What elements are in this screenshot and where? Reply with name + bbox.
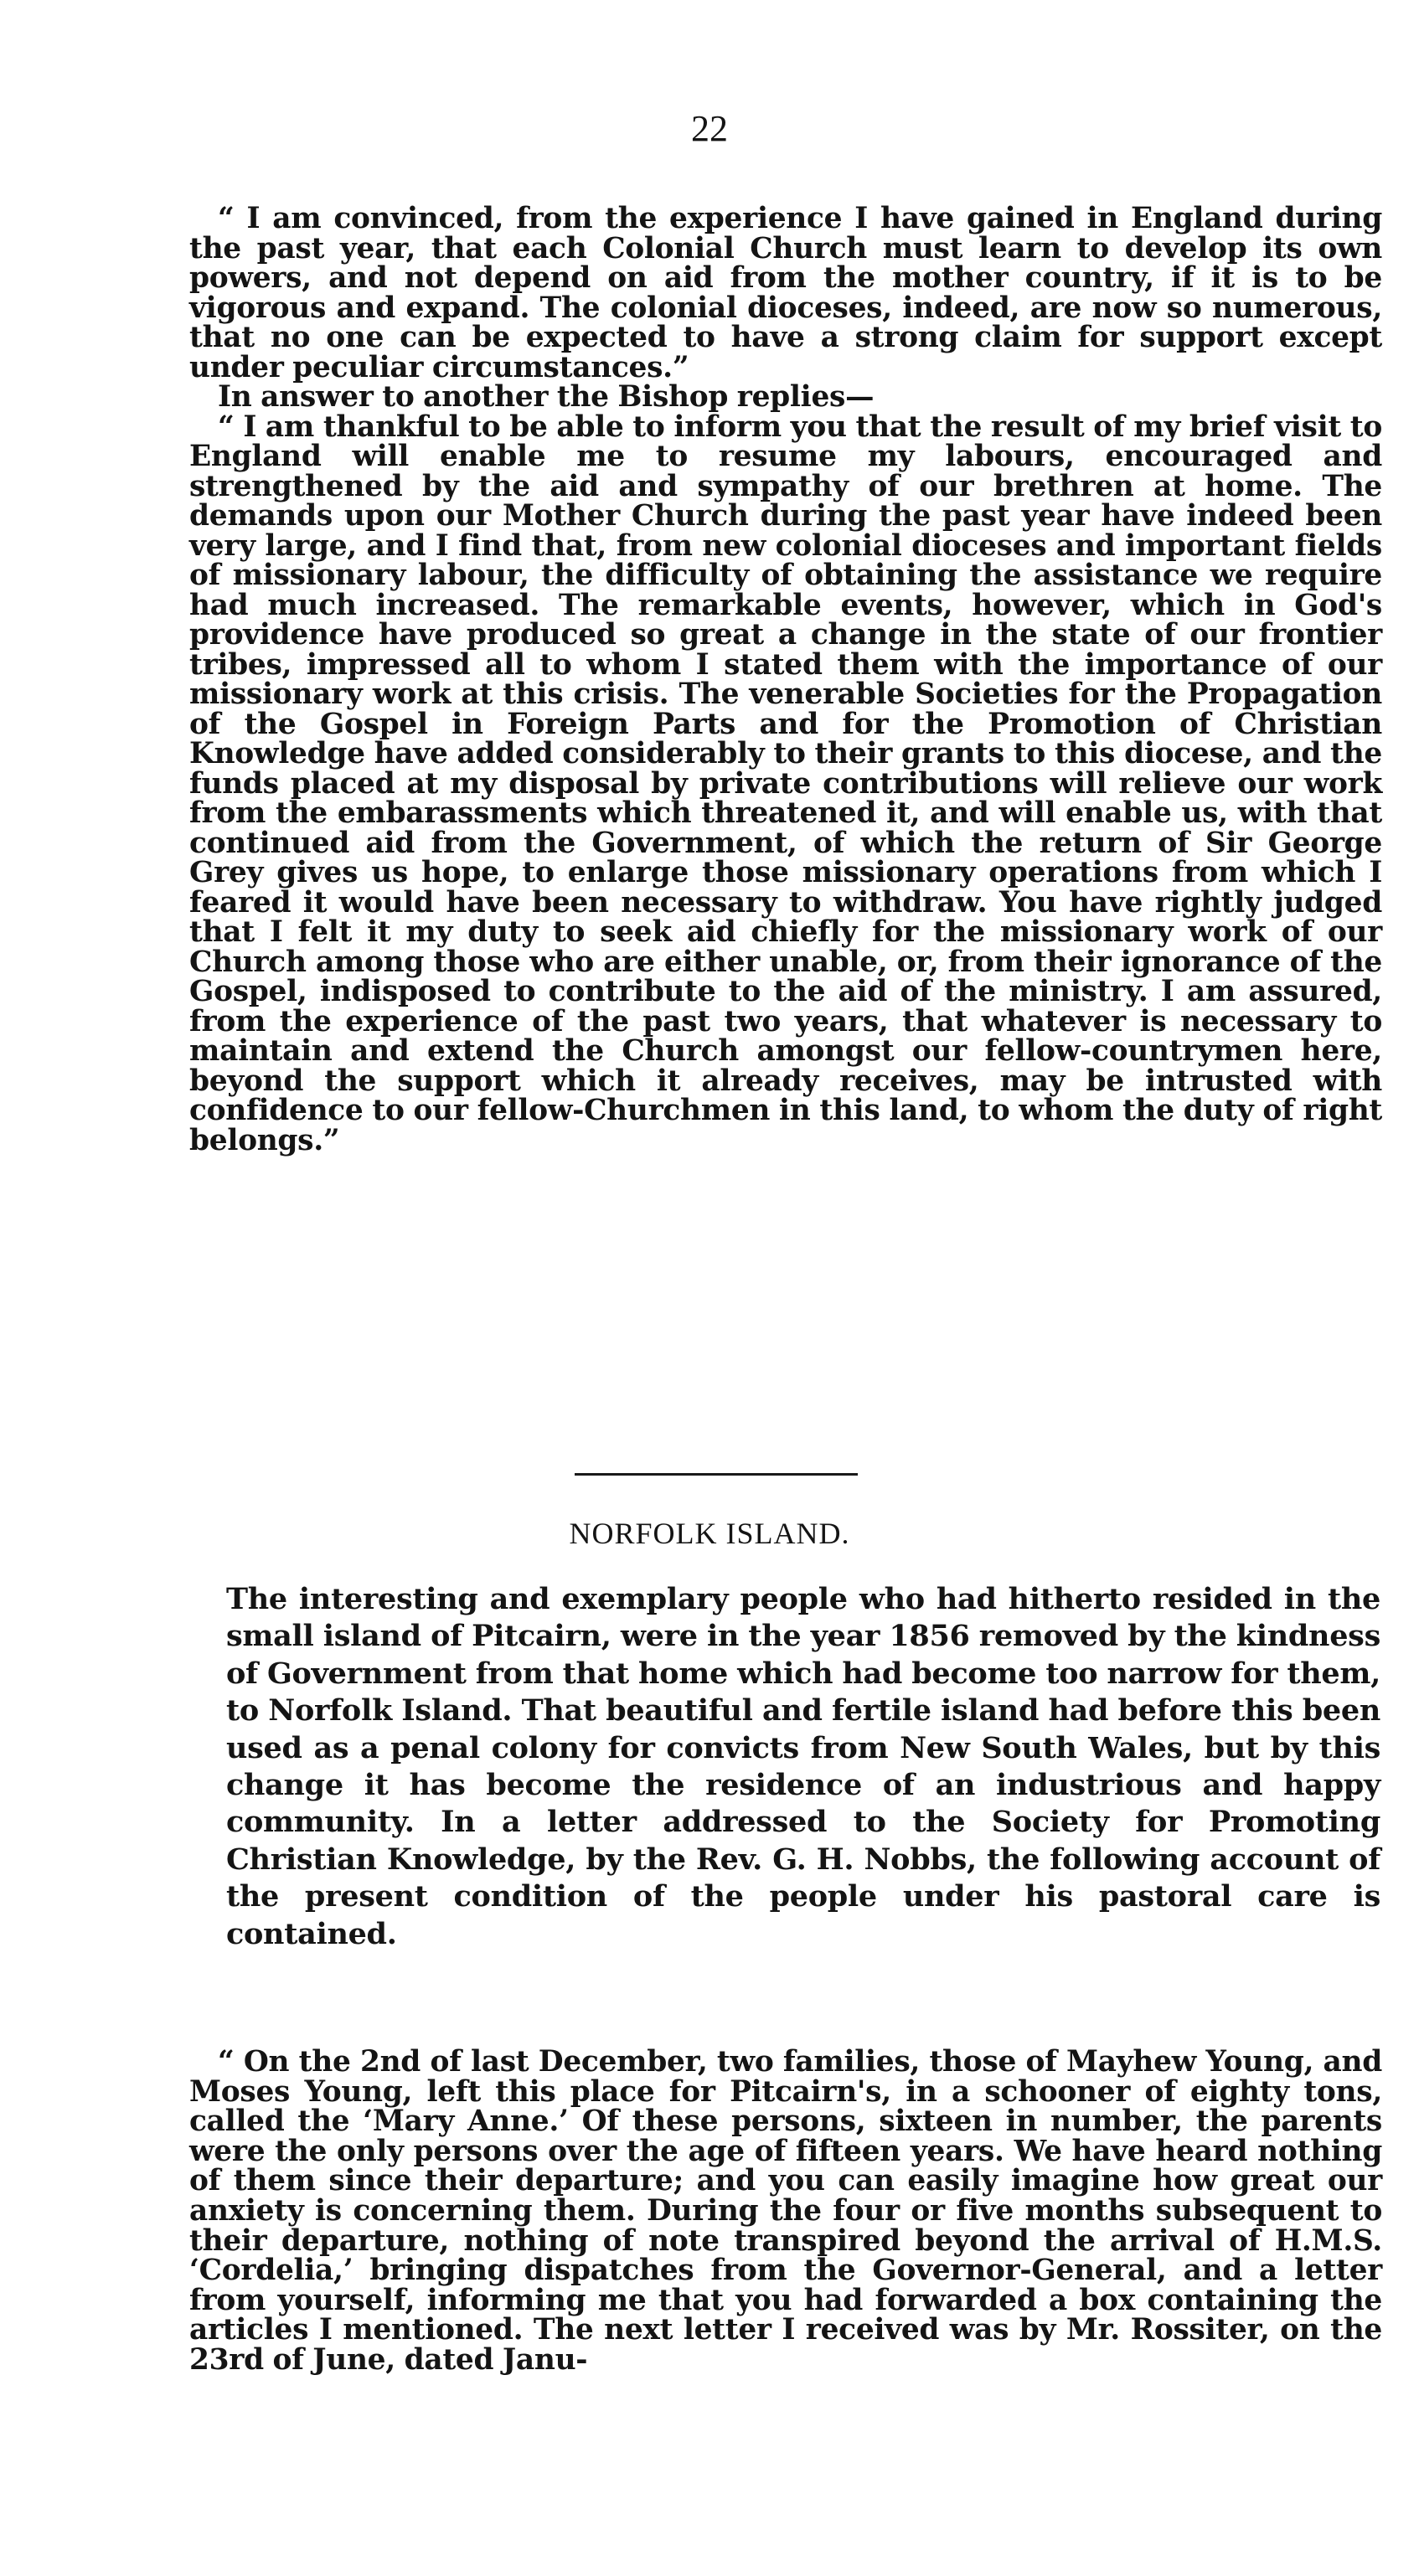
- quote-paragraph: “ I am convinced, from the experience I have gained in England during the past year, that each Colonial Church must learn to develop its own powers, and not depend on aid from the mother country, if it is to be vigorous and expand. The colonial dioceses, indeed, are now so numerous, that no one can be expected to have a strong claim for support except under peculiar circumstances.”: [189, 202, 1382, 384]
- section-intro: [226, 1581, 1380, 1953]
- letter-excerpt: [189, 2045, 1382, 2377]
- section-heading: NORFOLK ISLAND.: [569, 1517, 850, 1550]
- section-divider: [575, 1473, 858, 1476]
- page-number: 22: [691, 108, 728, 149]
- letter-paragraph: “ On the 2nd of last December, two families, those of Mayhew Young, and Moses Young, left this place for Pitcairn's, in a schooner of eighty tons, called the ‘Mary Anne.’ Of these persons, sixteen in number, the parents were the only persons over the age of fifteen years. We have heard nothing of them since their departure; and you can easily imagine how great our anxiety is concerning them. During the four or five months subsequent to their departure, nothing of note transpired beyond the arrival of H.M.S. ‘Cordelia,’ bringing dispatches from the Governor-General, and a letter from yourself, informing me that you had forwarded a box containing the articles I mentioned. The next letter I received was by Mr. Rossiter, on the 23rd of June, dated Janu-: [189, 2045, 1382, 2377]
- body-paragraph: The interesting and exemplary people who had hitherto resided in the small island of Pitcairn, were in the year 1856 removed by the kindness of Government from that home which had become too narrow for them, to Norfolk Island. That beautiful and fertile island had before this been used as a penal colony for convicts from New South Wales, but by this change it has become the residence of an industrious and happy community. In a letter addressed to the Society for Promoting Christian Knowledge, by the Rev. G. H. Nobbs, the following account of the present condition of the people under his pastoral care is contained.: [226, 1582, 1380, 1951]
- bishop-correspondence: [189, 204, 1382, 1156]
- quote-paragraph: “ I am thankful to be able to inform you that the result of my brief visit to England will enable me to resume my labours, encouraged and strengthened by the aid and sympathy of our brethren at home. The demands upon our Mother Church during the past year have indeed been very large, and I find that, from new colonial dioceses and important fields of missionary labour, the difficulty of obtaining the assistance we require had much increased. The remarkable events, however, which in God's providence have produced so great a change in the state of our frontier tribes, impressed all to whom I stated them with the importance of our missionary work at this crisis. The venerable Societies for the Propagation of the Gospel in Foreign Parts and for the Promotion of Christian Knowledge have added considerably to their grants to this diocese, and the funds placed at my disposal by private contributions will relieve our work from the embarassments which threatened it, and will enable us, with that continued aid from the Government, of which the return of Sir George Grey gives us hope, to enlarge those missionary operations from which I feared it would have been necessary to withdraw. You have rightly judged that I felt it my duty to seek aid chiefly for the missionary work of our Church among those who are either unable, or, from their ignorance of the Gospel, indisposed to contribute to the aid of the ministry. I am assured, from the experience of the past two years, that whatever is necessary to maintain and extend the Church amongst our fellow-countrymen here, beyond the support which it already receives, may be intrusted with confidence to our fellow-Churchmen in this land, to whom the duty of right belongs.”: [189, 410, 1382, 1157]
- intro-paragraph: In answer to another the Bishop replies—: [218, 380, 875, 414]
